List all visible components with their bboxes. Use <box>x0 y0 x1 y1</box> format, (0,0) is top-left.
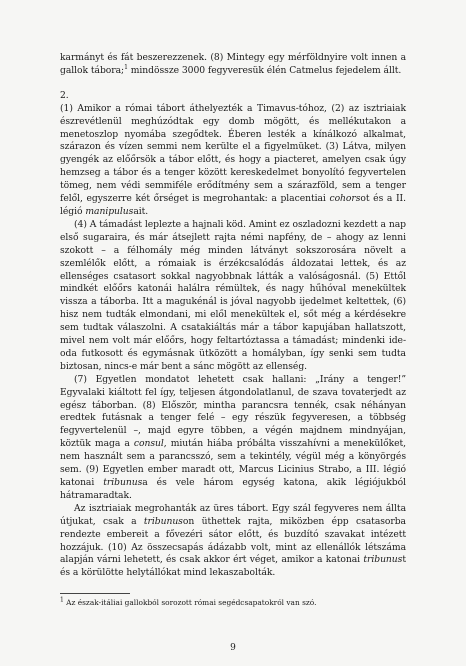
page-number: 9 <box>230 643 236 653</box>
footnote-divider <box>60 593 130 594</box>
paragraph-2: (4) A támadást leplezte a hajnali köd. Amint ez oszladozni kezdett a nap első sugaraira, és már átsejlett rajta némi napfény, de – ahogy az lenni szokott – a félhomály még minden látványt sokszorosára növelt a szemlélők előtt, a rómaiak is érzékcsalódás áldozatai lettek, és az ellenséges csatasort sokkal nagyobbnak látták a valóságosnál. (5) Ettől mindkét előőrs katonái halálra rémültek, és nagy hűhóval menekültek vissza a táborba. Itt a magukénál is jóval nagyobb ijedelmet keltettek, (6) hisz nem tudták elmondani, mi elől menekültek el, sőt még a kérdésekre sem tudtak válaszolni. A csatakiáltás már a tábor kapujában hallatszott, mivel nem volt már előőrs, hogy feltartóztassa a támadást; mindenki ide-oda futkosott és egymásnak ütközött a homályban, így senki sem tudta biztosan, nincs-e már bent a sánc mögött az ellenség. <box>60 218 406 372</box>
footnote-mark: 1 <box>60 596 64 604</box>
body-text <box>60 52 406 580</box>
paragraph-3: (7) Egyetlen mondatot lehetett csak hallani: „Irány a tenger!” Egyvalaki kiáltott fel így, teljesen átgondolatlanul, de szava tovaterjedt az egész táborban. (8) Először, mintha parancsra tennék, csak néhányan eredtek futásnak a tenger felé – egy részük fegyveresen, a többség fegyvertelenül –, majd egyre többen, a végén majdnem mindnyájan, köztük maga a consul, miután hiába próbálta visszahívni a menekülőket, nem használt sem a parancsszó, sem a tekintély, végül még a könyörgés sem. (9) Egyetlen ember maradt ott, Marcus Licinius Strabo, a III. légió katonai tribunusa és vele három egység katona, akik légiójukból hátramaradtak. <box>60 373 407 501</box>
footnote: $^1$ Az észak-itáliai gallokból sorozott római segédcsapatokról van szó. <box>60 596 317 607</box>
footnote-reference: 1 <box>124 63 128 71</box>
chapter-number: 2. <box>60 89 69 101</box>
paragraph-continuation: karmányt és fát beszerezzenek. (8) Mintegy egy mérföldnyire volt innen a gallok tábora;$^1$ mindössze 3000 fegyveresük élén Catmelus fejedelem állt. <box>60 52 406 76</box>
paragraph-1: (1) Amikor a római tábort áthelyezték a Timavus-tóhoz, (2) az isztriaiak észrevétlenül meghúzódtak egy domb mögött, és mellékutakon a menetoszlop nyomába szegődtek. Éberen lesték a kínálkozó alkalmat, szárazon és vízen semmi nem kerülte el a figyelmüket. (3) Látva, milyen gyengék az előőrsök a tábor előtt, és hogy a piacteret, amelyen csak úgy hemzseg a tábor és a tenger között kereskedelmet bonyolító fegyvertelen tömeg, nem védi semmiféle erődítmény sem a szárazföld, sem a tenger felől, egyszerre két őrséget is megrohantak: a placentiai cohorsot és a II. légió manipulusait. <box>60 102 406 217</box>
paragraph-4: Az isztriaiak megrohanták az üres tábort. Egy szál fegyveres nem állta útjukat, csak a tribunuson üthettek rajta, miközben épp csatasorba rendezte embereit a fővezéri sátor előtt, és buzdító szavakat intézett hozzájuk. (10) Az összecsapás ádázabb volt, mint az ellenállók létszáma alapján várni lehetett, és csak akkor ért véget, amikor a katonai tribunust és a körülötte helytállókat mind lekaszabolták. <box>60 502 406 579</box>
